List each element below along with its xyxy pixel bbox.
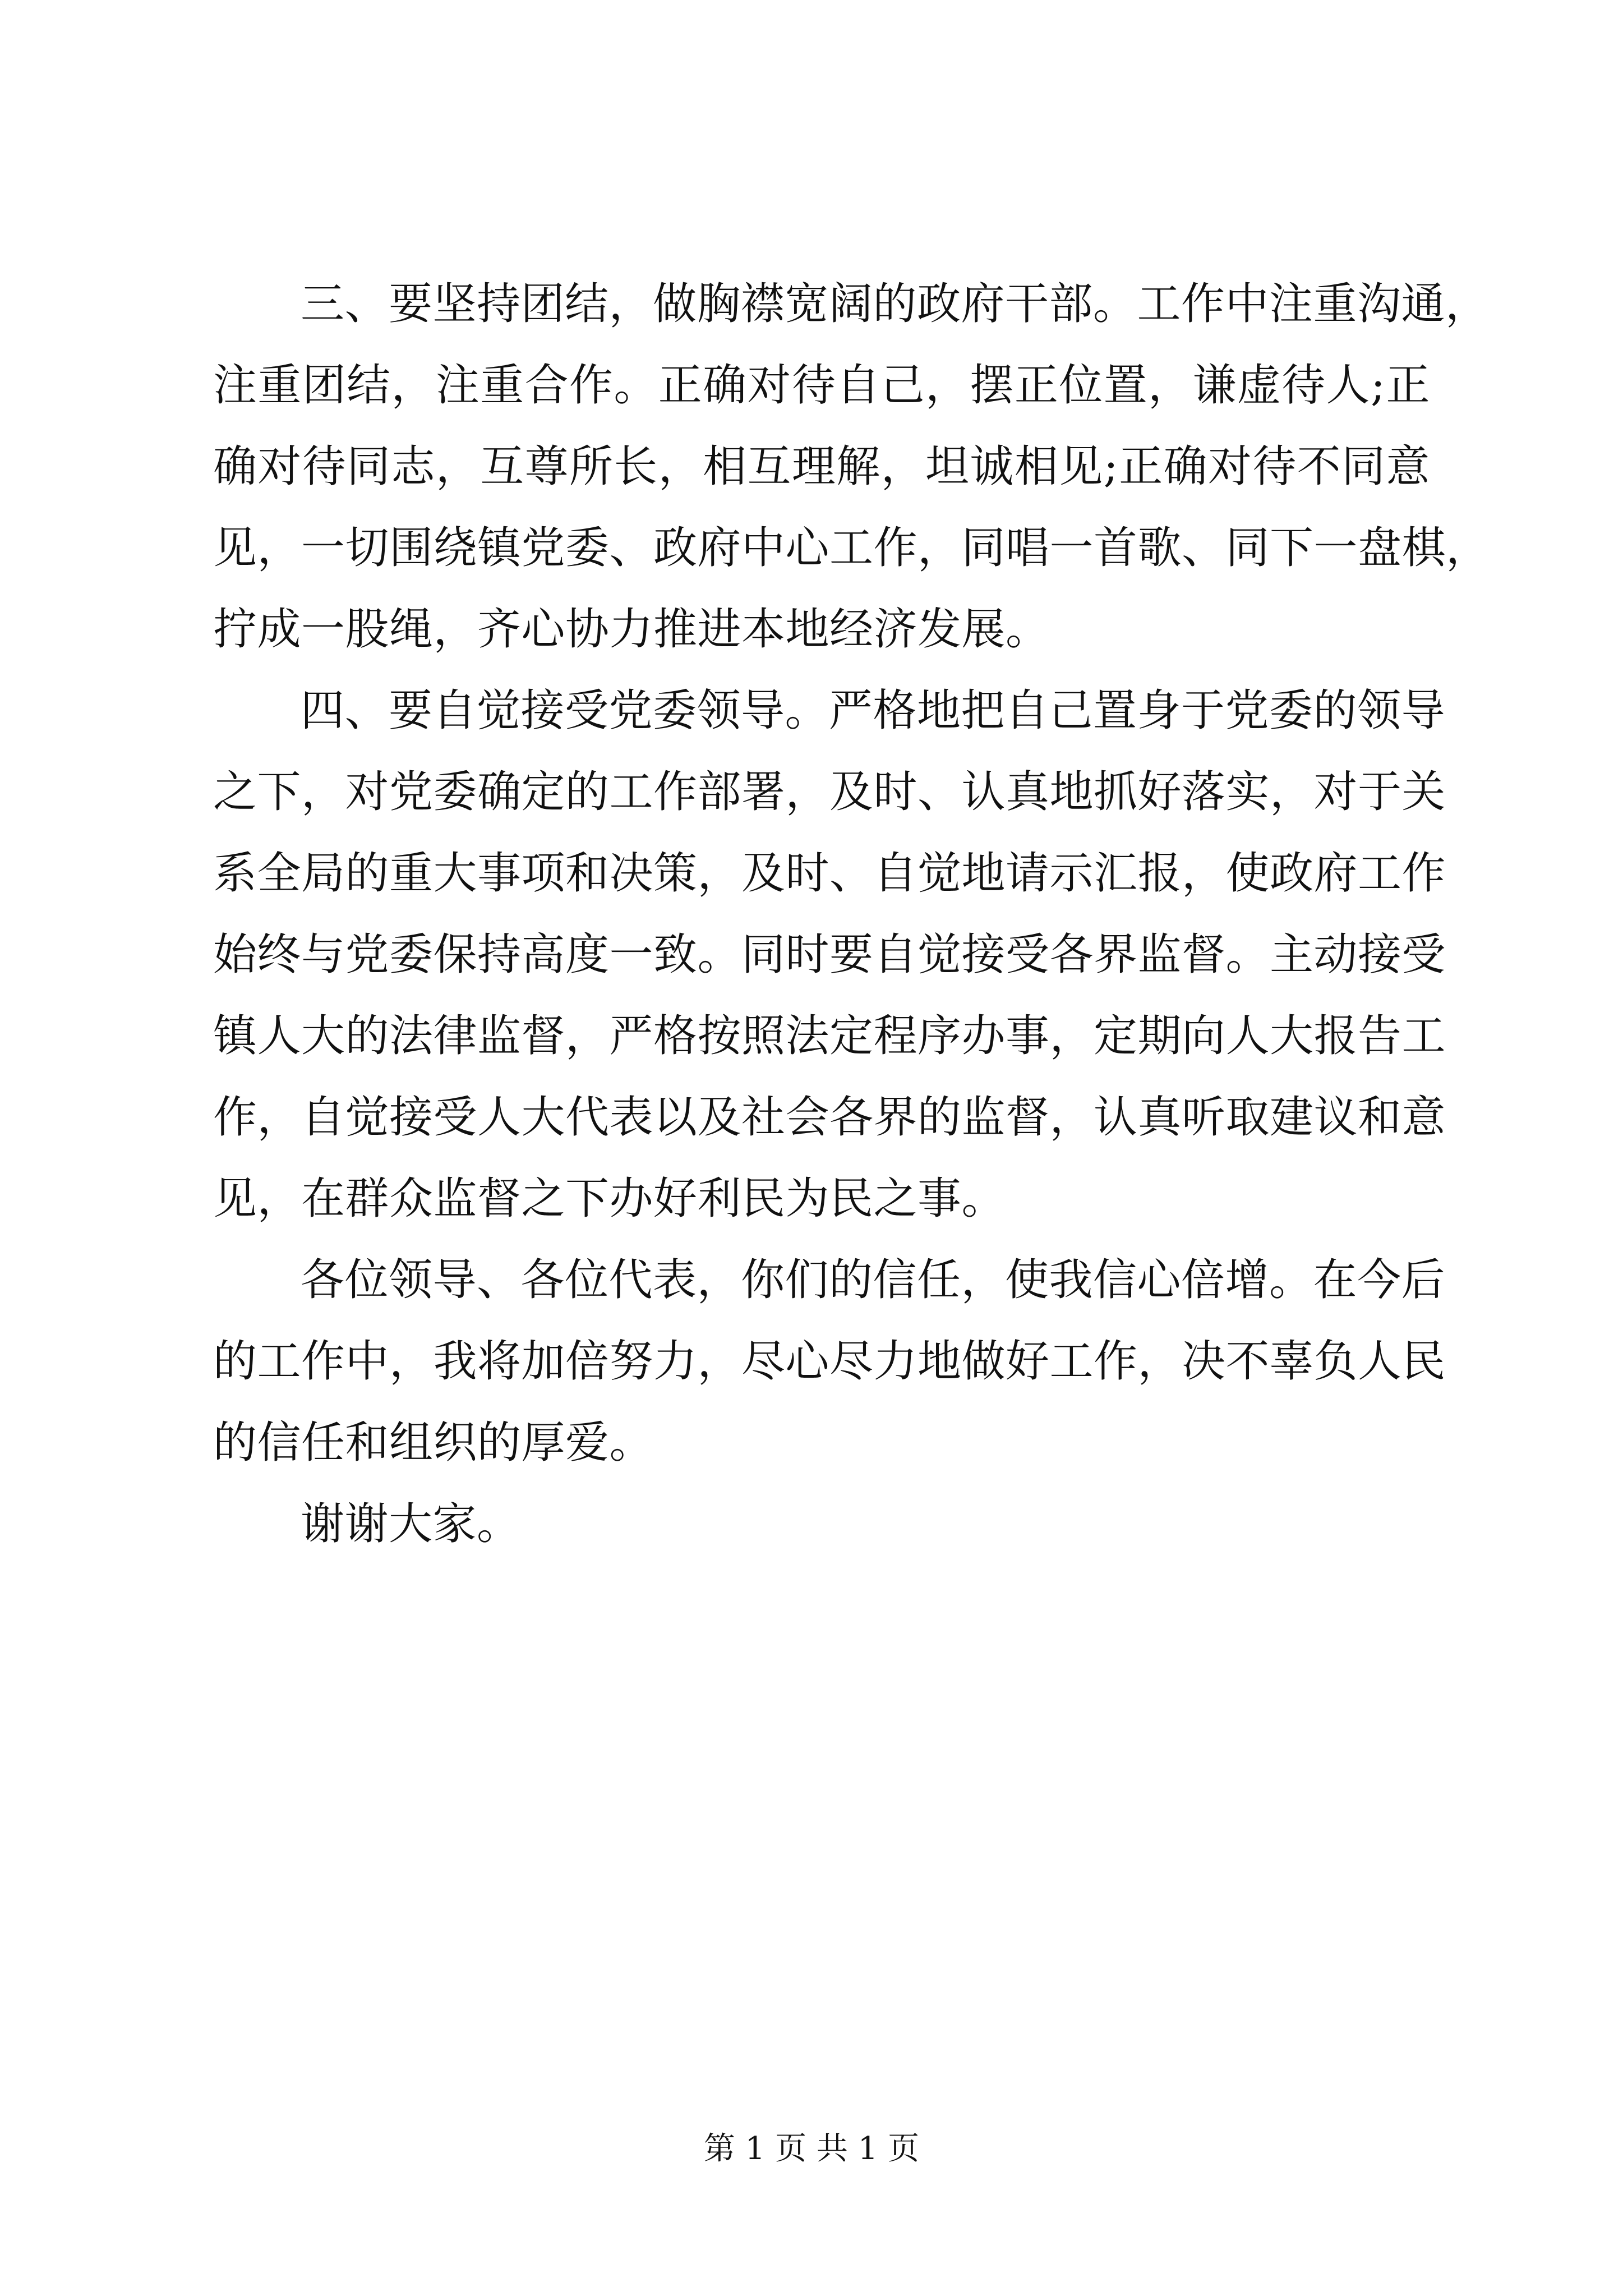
- document-body: [213, 264, 1490, 1565]
- paragraph-3-line-1: 三、要坚持团结，做胸襟宽阔的政府干部。工作中注重沟通，: [301, 279, 1490, 329]
- closing-paragraph-line-1: 各位领导、各位代表，你们的信任，使我信心倍增。在今后: [301, 1255, 1446, 1305]
- thanks-line: 谢谢大家。: [301, 1499, 521, 1549]
- paragraph-4-line-5: 镇人大的法律监督，严格按照法定程序办事，定期向人大报告工: [213, 1011, 1446, 1061]
- page-number-footer: 第 1 页 共 1 页: [703, 2131, 920, 2167]
- paragraph-3-line-5: 拧成一股绳，齐心协力推进本地经济发展。: [213, 604, 1050, 655]
- paragraph-4-line-4: 始终与党委保持高度一致。同时要自觉接受各界监督。主动接受: [213, 930, 1446, 980]
- paragraph-4-line-7: 见，在群众监督之下办好利民为民之事。: [213, 1174, 1006, 1224]
- paragraph-3-line-4: 见，一切围绕镇党委、政府中心工作，同唱一首歌、同下一盘棋，: [213, 523, 1490, 573]
- paragraph-4-line-3: 系全局的重大事项和决策，及时、自觉地请示汇报，使政府工作: [213, 848, 1446, 899]
- closing-paragraph-line-2: 的工作中，我将加倍努力，尽心尽力地做好工作，决不辜负人民: [213, 1336, 1446, 1387]
- paragraph-4-line-2: 之下，对党委确定的工作部署，及时、认真地抓好落实，对于关: [213, 767, 1446, 817]
- closing-paragraph-line-3: 的信任和组织的厚爱。: [213, 1418, 654, 1468]
- paragraph-4-line-6: 作，自觉接受人大代表以及社会各界的监督，认真听取建议和意: [213, 1092, 1446, 1143]
- paragraph-3-line-3: 确对待同志，互尊所长，相互理解，坦诚相见;正确对待不同意: [213, 441, 1430, 492]
- paragraph-3-line-2: 注重团结，注重合作。正确对待自己，摆正位置，谦虚待人;正: [213, 360, 1430, 411]
- paragraph-4-line-1: 四、要自觉接受党委领导。严格地把自己置身于党委的领导: [301, 685, 1446, 736]
